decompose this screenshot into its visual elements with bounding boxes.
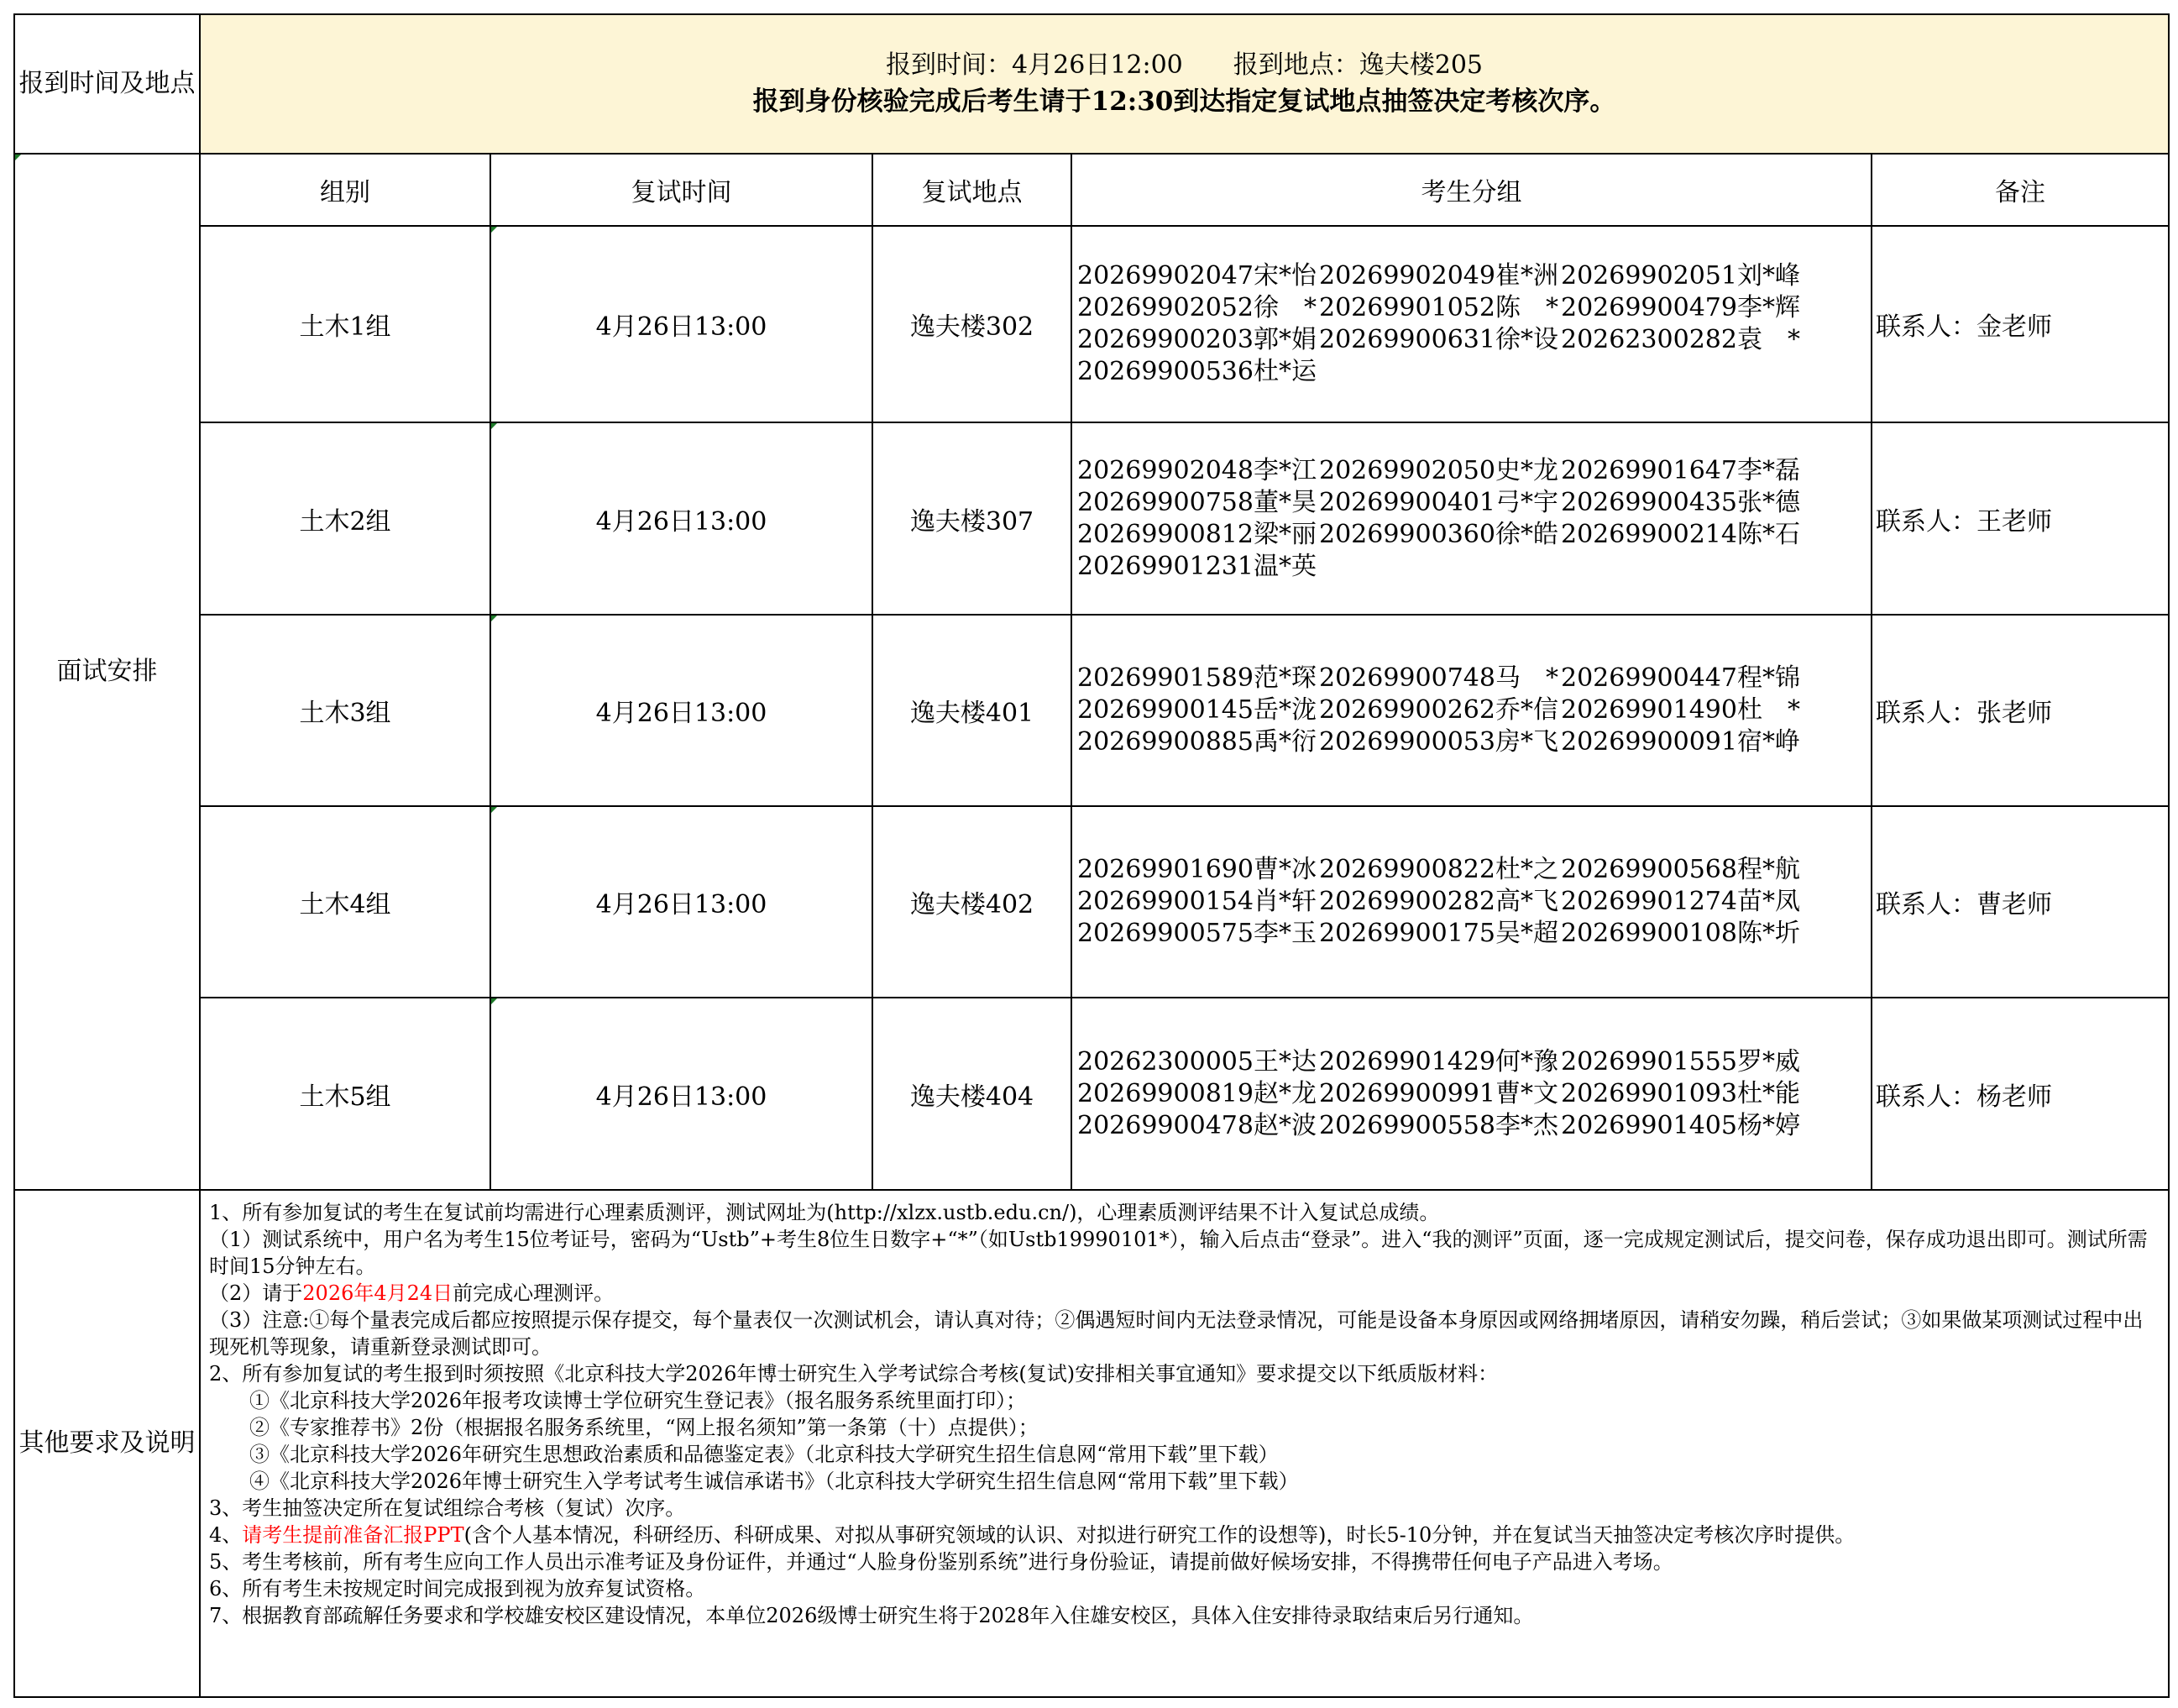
header-time: 复试时间 (490, 154, 872, 226)
student-entry: 20269901274苗*凤 (1561, 887, 1800, 916)
req-text: (含个人基本情况，科研经历、科研成果、对拟从事研究领域的认识、对拟进行研究工作的设想等)，时长5-10分钟，并在复试当天抽签决定考核次序时提供。 (463, 1523, 1856, 1547)
checkin-instruction: 报到身份核验完成后考生请于12:30到达指定复试地点抽签决定考核次序。 (752, 86, 1616, 117)
requirements-label: 其他要求及说明 (14, 1190, 200, 1697)
group-students (1071, 422, 1872, 615)
student-entry: 20269902048李*江 (1077, 455, 1317, 485)
req-text: （2）请于 (209, 1281, 303, 1305)
req-line: 6、所有考生未按规定时间完成报到视为放弃复试资格。 (209, 1577, 706, 1601)
student-entry: 20269900154肖*轩 (1077, 887, 1317, 916)
checkin-time-place: 报到时间：4月26日12:00 报到地点：逸夫楼205 (886, 50, 1484, 80)
header-place: 复试地点 (872, 154, 1071, 226)
req-text: 前完成心理测评。 (453, 1281, 615, 1305)
student-entry: 20269900479李*辉 (1561, 293, 1800, 322)
student-entry: 20269902052徐 * (1077, 293, 1317, 322)
student-entry: 20269901231温*英 (1077, 551, 1317, 581)
group-time: 4月26日13:00 (490, 615, 872, 806)
checkin-row (14, 14, 2169, 154)
group-name: 土木2组 (200, 422, 490, 615)
requirements-row (14, 1190, 2169, 1697)
header-note: 备注 (1872, 154, 2169, 226)
group-row-2 (14, 422, 2169, 615)
student-entry: 20269901555罗*威 (1561, 1046, 1800, 1077)
group-place: 逸夫楼404 (872, 998, 1071, 1190)
group-row-4 (14, 806, 2169, 998)
group-time: 4月26日13:00 (490, 226, 872, 422)
student-line (1077, 260, 1871, 292)
student-line (1077, 1110, 1871, 1142)
student-entry: 20269900108陈*圻 (1561, 919, 1800, 948)
student-entry: 20269900360徐*皓 (1319, 519, 1558, 549)
student-entry: 20269900053房*飞 (1319, 727, 1558, 757)
student-entry: 20269901647李*磊 (1561, 455, 1800, 485)
student-entry: 20269901690曹*冰 (1077, 855, 1317, 884)
group-students (1071, 226, 1872, 422)
group-contact: 联系人：王老师 (1872, 422, 2169, 615)
cell-comment-marker (491, 227, 497, 233)
student-entry: 20269902049崔*洲 (1319, 261, 1558, 291)
cell-comment-marker (491, 616, 497, 621)
student-entry: 20269901093杜*能 (1561, 1078, 1800, 1108)
group-contact: 联系人：金老师 (1872, 226, 2169, 422)
group-students (1071, 615, 1872, 806)
group-name: 土木1组 (200, 226, 490, 422)
group-contact: 联系人：杨老师 (1872, 998, 2169, 1190)
requirements-text (200, 1190, 2169, 1697)
req-line: ②《专家推荐书》2份（根据报名服务系统里，“网上报名须知”第一条第（十）点提供）； (249, 1416, 1039, 1439)
student-entry: 20269900401弓*宇 (1319, 487, 1558, 517)
group-row-5 (14, 998, 2169, 1190)
interview-label: 面试安排 (14, 154, 200, 1190)
student-entry: 20269902047宋*怡 (1077, 261, 1317, 291)
group-place: 逸夫楼307 (872, 422, 1071, 615)
student-entry: 20269900568程*航 (1561, 855, 1800, 884)
cell-comment-marker (491, 807, 497, 813)
group-students (1071, 998, 1872, 1190)
student-entry: 20269900885禹*衍 (1077, 727, 1317, 757)
student-entry: 20269901429何*豫 (1319, 1046, 1558, 1077)
req-line: 5、考生考核前，所有考生应向工作人员出示准考证及身份证件，并通过“人脸身份鉴别系统”进行身份验证，请提前做好候场安排，不得携带任何电子产品进入考场。 (209, 1550, 1673, 1574)
req-highlight: 请考生提前准备汇报PPT (242, 1523, 464, 1547)
student-entry: 20262300005王*达 (1077, 1046, 1317, 1077)
checkin-label: 报到时间及地点 (14, 14, 200, 154)
student-entry: 20269900631徐*设 (1319, 325, 1558, 354)
group-time: 4月26日13:00 (490, 806, 872, 998)
column-header-row (14, 154, 2169, 226)
req-line: 7、根据教育部疏解任务要求和学校雄安校区建设情况，本单位2026级博士研究生将于2028年入住雄安校区，具体入住安排待录取结束后另行通知。 (209, 1604, 1534, 1627)
student-entry: 20269900282高*飞 (1319, 887, 1558, 916)
student-entry: 20269900822杜*之 (1319, 855, 1558, 884)
student-line (1077, 292, 1871, 324)
student-entry: 20269900758董*昊 (1077, 487, 1317, 517)
student-entry: 20269901052陈 * (1319, 293, 1558, 322)
student-entry: 20269900145岳*泷 (1077, 695, 1317, 725)
student-entry: 20269902051刘*峰 (1561, 261, 1800, 291)
checkin-info (200, 14, 2169, 154)
cell-comment-marker (15, 155, 21, 160)
req-text: 4、 (209, 1523, 243, 1547)
student-entry: 20269900478赵*波 (1077, 1110, 1317, 1140)
req-line: 1、所有参加复试的考生在复试前均需进行心理素质测评，测试网址为(http://xlzx.ustb.edu.cn/)，心理素质测评结果不计入复试总成绩。 (209, 1201, 1440, 1224)
group-place: 逸夫楼401 (872, 615, 1071, 806)
student-line (1077, 324, 1871, 356)
student-entry: 20269900748马 * (1319, 663, 1558, 693)
req-deadline: 2026年4月24日 (302, 1281, 453, 1305)
group-place: 逸夫楼402 (872, 806, 1071, 998)
student-entry: 20269900435张*德 (1561, 487, 1800, 517)
student-entry: 20269900536杜*运 (1077, 357, 1317, 386)
student-entry: 20269900214陈*石 (1561, 519, 1800, 549)
student-entry: 20269900447程*锦 (1561, 663, 1800, 693)
header-students: 考生分组 (1071, 154, 1872, 226)
student-line (1077, 694, 1871, 726)
req-line: ①《北京科技大学2026年报考攻读博士学位研究生登记表》（报名服务系统里面打印）； (249, 1389, 1027, 1412)
group-row-1 (14, 226, 2169, 422)
req-line: （3）注意:①每个量表完成后都应按照提示保存提交，每个量表仅一次测试机会，请认真对待；②偶遇短时间内无法登录情况，可能是设备本身原因或网络拥堵原因，请稍安勿躁，稍后尝试；③如果做某项测试过程中出现死机等现象，请重新登录测试即可。 (209, 1308, 2144, 1359)
student-line (1077, 918, 1871, 950)
group-name: 土木5组 (200, 998, 490, 1190)
group-row-3 (14, 615, 2169, 806)
student-entry: 20269900203郭*娟 (1077, 325, 1317, 354)
group-time: 4月26日13:00 (490, 998, 872, 1190)
arrangement-sheet (13, 13, 2168, 1698)
student-line (1077, 726, 1871, 758)
cell-comment-marker (491, 423, 497, 429)
student-entry: 20269900812梁*丽 (1077, 519, 1317, 549)
group-time: 4月26日13:00 (490, 422, 872, 615)
req-line (209, 1280, 2158, 1307)
student-entry: 20269900262乔*信 (1319, 695, 1558, 725)
student-line (1077, 487, 1871, 519)
req-line (209, 1522, 2158, 1548)
group-place: 逸夫楼302 (872, 226, 1071, 422)
student-line (1077, 886, 1871, 918)
student-entry: 20269902050史*龙 (1319, 455, 1558, 485)
header-group: 组别 (200, 154, 490, 226)
student-line (1077, 356, 1871, 388)
student-entry: 20269900558李*杰 (1319, 1110, 1558, 1140)
group-name: 土木4组 (200, 806, 490, 998)
student-entry: 20269900175吴*超 (1319, 919, 1558, 948)
group-name: 土木3组 (200, 615, 490, 806)
student-entry: 20269901405杨*婷 (1561, 1110, 1800, 1140)
student-entry: 20269900991曹*文 (1319, 1078, 1558, 1108)
student-line (1077, 663, 1871, 694)
student-entry: 20269900091宿*峥 (1561, 727, 1800, 757)
student-entry: 20269901589范*琛 (1077, 663, 1317, 693)
req-line: 3、考生抽签决定所在复试组综合考核（复试）次序。 (209, 1496, 686, 1520)
req-line: ③《北京科技大学2026年研究生思想政治素质和品德鉴定表》（北京科技大学研究生招生信息网“常用下载”里下载） (249, 1443, 1279, 1466)
arrangement-table (13, 13, 2170, 1698)
group-contact: 联系人：张老师 (1872, 615, 2169, 806)
group-students (1071, 806, 1872, 998)
student-entry: 20269901490杜 * (1561, 695, 1800, 725)
req-line: ④《北京科技大学2026年博士研究生入学考试考生诚信承诺书》（北京科技大学研究生招生信息网“常用下载”里下载） (249, 1470, 1299, 1493)
student-entry: 20269900819赵*龙 (1077, 1078, 1317, 1108)
student-line (1077, 519, 1871, 551)
student-line (1077, 854, 1871, 886)
group-contact: 联系人：曹老师 (1872, 806, 2169, 998)
student-entry: 20269900575李*玉 (1077, 919, 1317, 948)
req-line: （1）测试系统中，用户名为考生15位考证号，密码为“Ustb”+考生8位生日数字+“*”（如Ustb19990101*），输入后点击“登录”。进入“我的测评”页面，逐一完成规定测试后，提交问卷，保存成功退出即可。测试所需时间15分钟左右。 (209, 1228, 2148, 1278)
student-entry: 20262300282袁 * (1561, 325, 1800, 354)
student-line (1077, 455, 1871, 487)
req-line: 2、所有参加复试的考生报到时须按照《北京科技大学2026年博士研究生入学考试综合考核(复试)安排相关事宜通知》要求提交以下纸质版材料： (209, 1362, 1499, 1386)
student-line (1077, 1078, 1871, 1110)
student-line (1077, 1046, 1871, 1078)
cell-comment-marker (491, 998, 497, 1004)
student-line (1077, 551, 1871, 583)
